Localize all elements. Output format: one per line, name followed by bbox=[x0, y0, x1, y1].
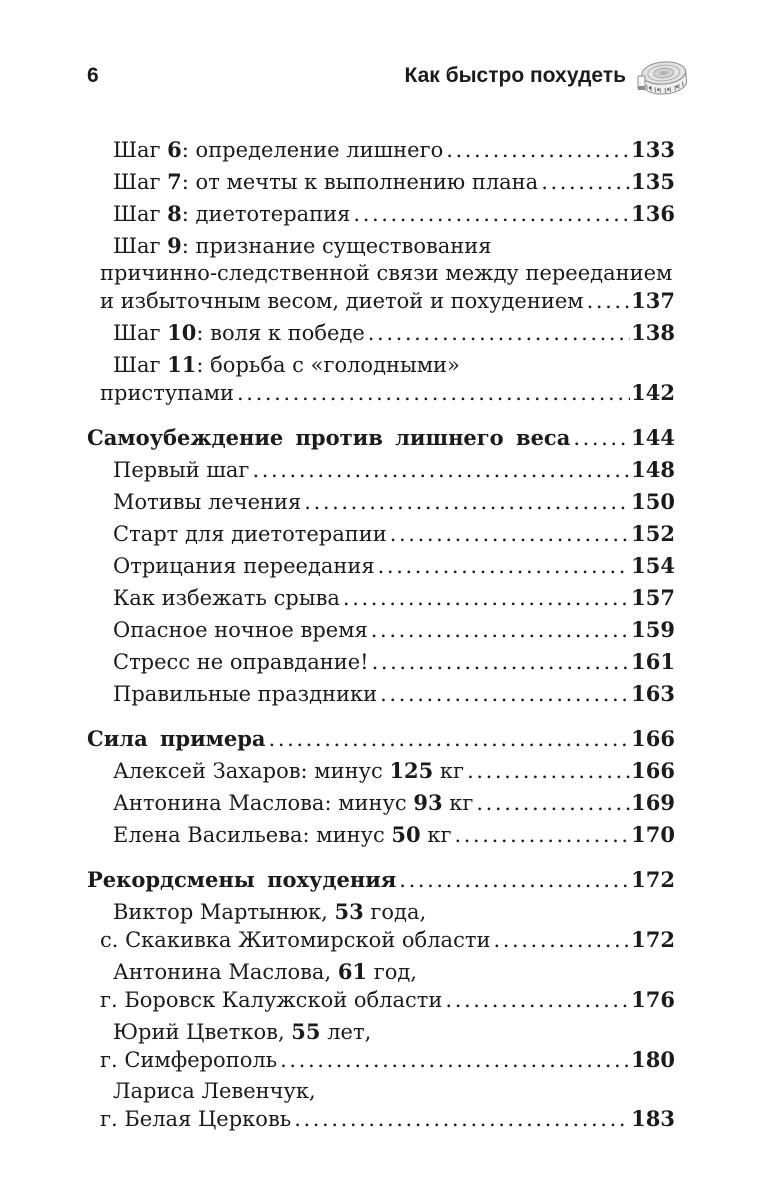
entry-text: Правильные праздники bbox=[113, 682, 378, 706]
page-ref-number: 135 bbox=[631, 169, 675, 194]
toc-entry bbox=[87, 520, 675, 548]
entry-text: Сила примера bbox=[87, 726, 266, 751]
toc-entry bbox=[87, 648, 675, 676]
entry-text: Самоубеждение против лишнего веса bbox=[87, 425, 571, 450]
running-header bbox=[87, 0, 675, 96]
toc-entry bbox=[87, 898, 675, 954]
page-ref-number: 161 bbox=[631, 649, 675, 674]
toc-entry-line bbox=[100, 1105, 675, 1133]
toc-section-entry bbox=[87, 725, 675, 753]
toc-entry bbox=[87, 488, 675, 516]
toc-entry-line bbox=[113, 520, 675, 548]
page-ref-number: 150 bbox=[631, 489, 675, 514]
toc-entry-line bbox=[113, 898, 675, 926]
toc-entry bbox=[87, 1078, 675, 1133]
toc-entry-line bbox=[113, 648, 675, 676]
entry-text: Виктор Мартынюк, 53 года, bbox=[113, 899, 427, 924]
page-ref-number: 137 bbox=[631, 288, 675, 313]
toc-entry-line bbox=[113, 488, 675, 516]
entry-text: Алексей Захаров: минус 125 кг bbox=[113, 758, 465, 783]
page-ref-number: 159 bbox=[631, 617, 675, 642]
entry-text: г. Боровск Калужской области bbox=[100, 988, 443, 1012]
toc-entry-line bbox=[100, 986, 675, 1014]
dot-leader bbox=[396, 867, 630, 894]
page-ref-number: 142 bbox=[631, 380, 675, 405]
toc-entry bbox=[87, 821, 675, 849]
bold-number: 61 bbox=[337, 959, 368, 984]
page-ref-number: 170 bbox=[631, 822, 675, 847]
dot-leader bbox=[490, 927, 630, 954]
entry-text: Отрицания переедания bbox=[113, 554, 375, 578]
dot-leader bbox=[584, 288, 631, 315]
toc-entry bbox=[87, 168, 675, 196]
entry-text: Шаг 6: определение лишнего bbox=[113, 137, 444, 162]
entry-text: приступами bbox=[100, 381, 235, 405]
toc-entry bbox=[87, 319, 675, 347]
dot-leader bbox=[443, 137, 630, 164]
toc-entry-line bbox=[113, 680, 675, 708]
dot-leader bbox=[464, 758, 630, 785]
page-ref-number: 157 bbox=[631, 585, 675, 610]
toc-entry-line bbox=[113, 456, 675, 484]
dot-leader bbox=[377, 681, 630, 708]
toc-entry-line bbox=[113, 789, 675, 817]
table-of-contents bbox=[87, 136, 675, 1133]
entry-text: Как избежать срыва bbox=[113, 586, 340, 610]
page-ref-number: 136 bbox=[631, 201, 675, 226]
toc-entry-line bbox=[113, 821, 675, 849]
toc-entry-line bbox=[113, 232, 675, 260]
dot-leader bbox=[570, 425, 630, 452]
page-content bbox=[87, 0, 675, 1133]
bold-number: 7 bbox=[167, 169, 182, 194]
page-ref-number: 169 bbox=[631, 790, 675, 815]
dot-leader bbox=[350, 201, 630, 228]
toc-entry-line bbox=[113, 1018, 675, 1046]
entry-text: Мотивы лечения bbox=[113, 490, 302, 514]
entry-text: г. Симферополь bbox=[100, 1048, 278, 1072]
dot-leader bbox=[369, 649, 631, 676]
toc-entry bbox=[87, 680, 675, 708]
dot-leader bbox=[451, 822, 630, 849]
page-ref-number: 183 bbox=[631, 1106, 675, 1131]
toc-entry-line bbox=[113, 757, 675, 785]
dot-leader bbox=[291, 1106, 630, 1133]
toc-entry-line bbox=[113, 200, 675, 228]
running-title: Как быстро похудеть bbox=[404, 64, 626, 87]
measuring-tape-icon bbox=[635, 56, 693, 96]
toc-entry-line bbox=[113, 351, 675, 379]
dot-leader bbox=[340, 585, 630, 612]
toc-entry bbox=[87, 616, 675, 644]
dot-leader bbox=[365, 320, 630, 347]
bold-number: 10 bbox=[167, 320, 197, 345]
toc-entry-line bbox=[113, 168, 675, 196]
entry-text: Опасное ночное время bbox=[113, 618, 368, 642]
dot-leader bbox=[249, 457, 630, 484]
toc-entry bbox=[87, 456, 675, 484]
entry-text: причинно-следственной связи между перееданием bbox=[100, 261, 673, 285]
toc-section-entry bbox=[87, 424, 675, 452]
toc-entry-line bbox=[113, 1078, 675, 1105]
page-ref-number: 166 bbox=[631, 758, 675, 783]
toc-entry bbox=[87, 789, 675, 817]
page-number: 6 bbox=[87, 64, 99, 87]
dot-leader bbox=[301, 489, 630, 516]
entry-text: Елена Васильева: минус 50 кг bbox=[113, 822, 452, 847]
bold-number: 125 bbox=[389, 758, 434, 783]
toc-entry-line bbox=[87, 866, 675, 894]
page-ref-number: 180 bbox=[631, 1047, 675, 1072]
dot-leader bbox=[473, 790, 630, 817]
bold-number: 6 bbox=[167, 137, 182, 162]
bold-number: 11 bbox=[167, 352, 197, 377]
entry-text: с. Скакивка Житомирской области bbox=[100, 928, 491, 952]
entry-text: Рекордсмены похудения bbox=[87, 867, 397, 892]
entry-text: Шаг 8: диетотерапия bbox=[113, 201, 351, 226]
entry-text: Шаг 11: борьба с «голодными» bbox=[113, 352, 460, 377]
toc-entry-line bbox=[87, 725, 675, 753]
bold-number: 93 bbox=[413, 790, 443, 815]
toc-entry bbox=[87, 136, 675, 164]
bold-number: 55 bbox=[291, 1019, 321, 1044]
page-ref-number: 138 bbox=[631, 320, 675, 345]
bold-number: 53 bbox=[334, 899, 364, 924]
page-ref-number: 144 bbox=[631, 425, 675, 450]
entry-text: Юрий Цветков, 55 лет, bbox=[113, 1019, 372, 1044]
entry-text: Первый шаг bbox=[113, 458, 250, 482]
toc-entry-line bbox=[113, 552, 675, 580]
page-ref-number: 166 bbox=[631, 726, 675, 751]
toc-entry-line bbox=[100, 1046, 675, 1074]
toc-entry-line bbox=[113, 136, 675, 164]
toc-entry-line bbox=[100, 379, 675, 407]
toc-entry bbox=[87, 232, 675, 315]
toc-entry-line bbox=[113, 584, 675, 612]
bold-number: 9 bbox=[167, 233, 182, 258]
toc-entry bbox=[87, 552, 675, 580]
dot-leader bbox=[234, 380, 630, 407]
page-ref-number: 163 bbox=[631, 681, 675, 706]
toc-entry-line bbox=[113, 616, 675, 644]
page-ref-number: 154 bbox=[631, 553, 675, 578]
bold-number: 8 bbox=[167, 201, 182, 226]
dot-leader bbox=[266, 726, 631, 753]
entry-text: г. Белая Церковь bbox=[100, 1107, 292, 1131]
running-header-right bbox=[405, 56, 693, 96]
toc-entry bbox=[87, 757, 675, 785]
toc-entry bbox=[87, 200, 675, 228]
toc-entry-line bbox=[113, 958, 675, 986]
entry-text: Шаг 7: от мечты к выполнению плана bbox=[113, 169, 539, 194]
toc-entry bbox=[87, 1018, 675, 1074]
dot-leader bbox=[538, 169, 630, 196]
entry-text: Лариса Левенчук, bbox=[113, 1079, 316, 1103]
bold-number: 50 bbox=[391, 822, 421, 847]
toc-entry-line bbox=[113, 319, 675, 347]
toc-entry-line bbox=[87, 424, 675, 452]
entry-text: Стресс не оправдание! bbox=[113, 650, 369, 674]
dot-leader bbox=[368, 617, 630, 644]
toc-entry-line bbox=[100, 260, 675, 287]
entry-text: Старт для диетотерапии bbox=[113, 522, 387, 546]
entry-text: Шаг 10: воля к победе bbox=[113, 320, 365, 345]
page-ref-number: 176 bbox=[631, 987, 675, 1012]
toc-entry bbox=[87, 584, 675, 612]
page-ref-number: 133 bbox=[631, 137, 675, 162]
entry-text: Антонина Маслова: минус 93 кг bbox=[113, 790, 474, 815]
toc-entry-line bbox=[100, 926, 675, 954]
dot-leader bbox=[277, 1047, 630, 1074]
entry-text: Шаг 9: признание существования bbox=[113, 233, 492, 258]
dot-leader bbox=[387, 521, 630, 548]
page-ref-number: 148 bbox=[631, 457, 675, 482]
page-ref-number: 172 bbox=[631, 927, 675, 952]
page-ref-number: 152 bbox=[631, 521, 675, 546]
toc-entry-line bbox=[100, 287, 675, 315]
entry-text: и избыточным весом, диетой и похудением bbox=[100, 289, 584, 313]
toc-entry bbox=[87, 351, 675, 407]
dot-leader bbox=[375, 553, 631, 580]
toc-section-entry bbox=[87, 866, 675, 894]
dot-leader bbox=[442, 987, 630, 1014]
toc-entry bbox=[87, 958, 675, 1014]
entry-text: Антонина Маслова, 61 год, bbox=[113, 959, 417, 984]
page-ref-number: 172 bbox=[631, 867, 675, 892]
